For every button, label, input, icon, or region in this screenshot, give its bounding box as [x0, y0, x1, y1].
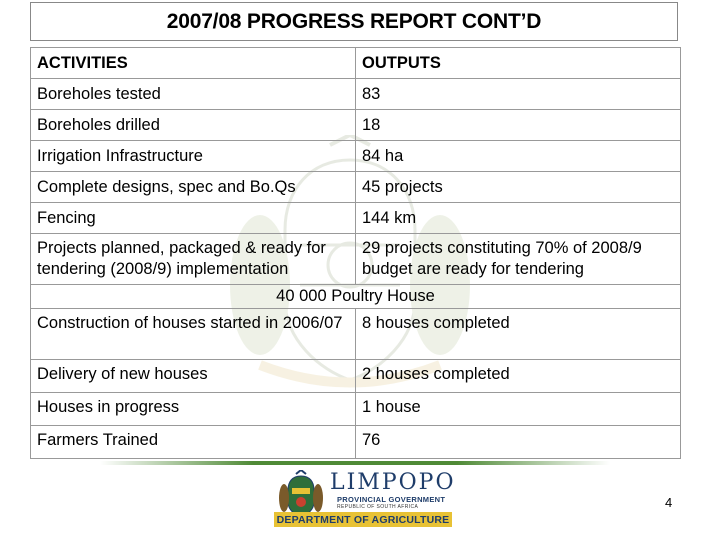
output-cell: 29 projects constituting 70% of 2008/9 budget are ready for tendering: [356, 234, 681, 285]
header-activities: ACTIVITIES: [31, 48, 356, 79]
table-row: [31, 79, 681, 110]
activity-cell: Fencing: [31, 203, 356, 234]
activity-cell: Construction of houses started in 2006/07: [31, 309, 356, 360]
slide-title: [30, 2, 678, 41]
activity-cell: Boreholes drilled: [31, 110, 356, 141]
output-cell: 1 house: [356, 393, 681, 426]
activity-cell: Projects planned, packaged & ready for tendering (2008/9) implementation: [31, 234, 356, 285]
republic-label: REPUBLIC OF SOUTH AFRICA: [337, 504, 419, 510]
output-cell: 18: [356, 110, 681, 141]
activity-cell: Houses in progress: [31, 393, 356, 426]
output-cell: 76: [356, 426, 681, 459]
section-row: [31, 285, 681, 309]
table-row: [31, 360, 681, 393]
table-row: [31, 426, 681, 459]
section-title-poultry: 40 000 Poultry House: [31, 285, 681, 309]
footer-divider: [100, 461, 610, 465]
table-row: [31, 141, 681, 172]
output-cell: 2 houses completed: [356, 360, 681, 393]
activity-cell: Farmers Trained: [31, 426, 356, 459]
table-row: [31, 172, 681, 203]
activity-cell: Complete designs, spec and Bo.Qs: [31, 172, 356, 203]
output-cell: 45 projects: [356, 172, 681, 203]
output-cell: 83: [356, 79, 681, 110]
table-row: [31, 110, 681, 141]
activity-cell: Irrigation Infrastructure: [31, 141, 356, 172]
department-label: DEPARTMENT OF AGRICULTURE: [276, 513, 450, 526]
activity-cell: Boreholes tested: [31, 79, 356, 110]
header-outputs: OUTPUTS: [356, 48, 681, 79]
output-cell: 84 ha: [356, 141, 681, 172]
progress-table: [30, 47, 681, 459]
table-row: [31, 393, 681, 426]
table-row: [31, 309, 681, 360]
slide-title-text: 2007/08 PROGRESS REPORT CONT’D: [166, 9, 542, 33]
table-row: [31, 203, 681, 234]
table-row: [31, 234, 681, 285]
government-label: PROVINCIAL GOVERNMENT: [337, 495, 446, 504]
page-number: 4: [665, 495, 673, 510]
output-cell: 8 houses completed: [356, 309, 681, 360]
table-header-row: [31, 48, 681, 79]
department-banner: [274, 512, 452, 527]
activity-cell: Delivery of new houses: [31, 360, 356, 393]
output-cell: 144 km: [356, 203, 681, 234]
brand-name: LIMPOPO: [330, 470, 456, 495]
